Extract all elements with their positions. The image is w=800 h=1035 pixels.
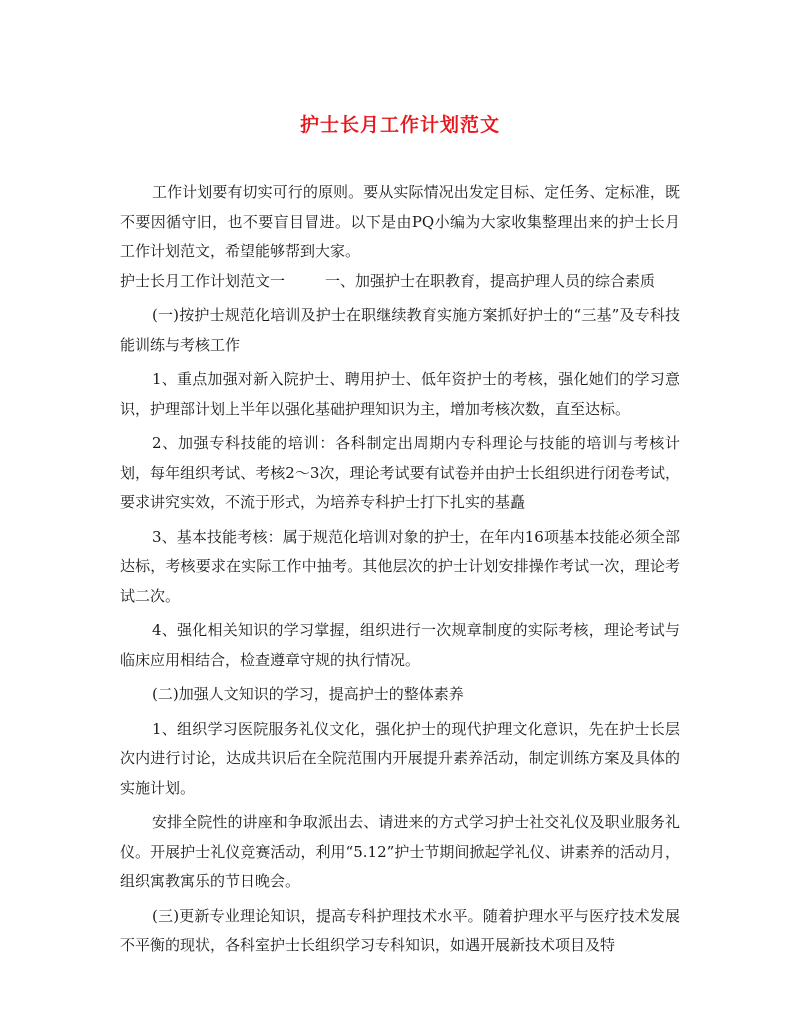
paragraph-5: 4、强化相关知识的学习掌握，组织进行一次规章制度的实际考核，理论考试与临床应用相结合，检查遵章守规的执行情况。 [120,621,680,669]
paragraph-3: 2、加强专科技能的培训：各科制定出周期内专科理论与技能的培训与考核计划，每年组织考试、考核2～3次，理论考试要有试卷并由护士长组织进行闭卷考试，要求讲究实效，不流于形式，为培养专科护士打下扎实的基矗 [120,434,680,511]
paragraph-1: (一)按护士规范化培训及护士在职继续教育实施方案抓好护士的“三基”及专科技能训练与考核工作 [120,306,680,354]
paragraph-6: (二)加强人文知识的学习，提高护士的整体素养 [152,685,464,703]
document-title: 护士长月工作计划范文 [299,114,500,136]
section-heading: 一、加强护士在职教育，提高护理人员的综合素质 [325,271,656,290]
document-body [120,178,680,961]
paragraph-8: 安排全院性的讲座和争取派出去、请进来的方式学习护士社交礼仪及职业服务礼仪。开展护士礼仪竞赛活动，利用“5.12”护士节期间掀起学礼仪、讲素养的活动月，组织寓教寓乐的节日晚会。 [120,813,680,890]
paragraph-9: (三)更新专业理论知识，提高专科护理技术水平。随着护理水平与医疗技术发展不平衡的现状，各科室护士长组织学习专科知识，如遇开展新技术项目及特 [120,906,680,954]
paragraph-4: 3、基本技能考核：属于规范化培训对象的护士，在年内16项基本技能必须全部达标，考核要求在实际工作中抽考。其他层次的护士计划安排操作考试一次，理论考试二次。 [120,527,680,605]
paragraph-7: 1、组织学习医院服务礼仪文化，强化护士的现代护理文化意识，先在护士长层次内进行讨论，达成共识后在全院范围内开展提升素养活动，制定训练方案及具体的实施计划。 [120,719,680,797]
section-label: 护士长月工作计划范文一 [120,271,286,290]
intro-paragraph: 工作计划要有切实可行的原则。要从实际情况出发定目标、定任务、定标准，既不要因循守旧，也不要盲目冒进。以下是由PQ小编为大家收集整理出来的护士长月工作计划范文，希望能够帮到大家。 [120,183,680,260]
paragraph-2: 1、重点加强对新入院护士、聘用护士、低年资护士的考核，强化她们的学习意识，护理部计划上半年以强化基础护理知识为主，增加考核次数，直至达标。 [120,370,680,418]
section-line [120,267,680,297]
